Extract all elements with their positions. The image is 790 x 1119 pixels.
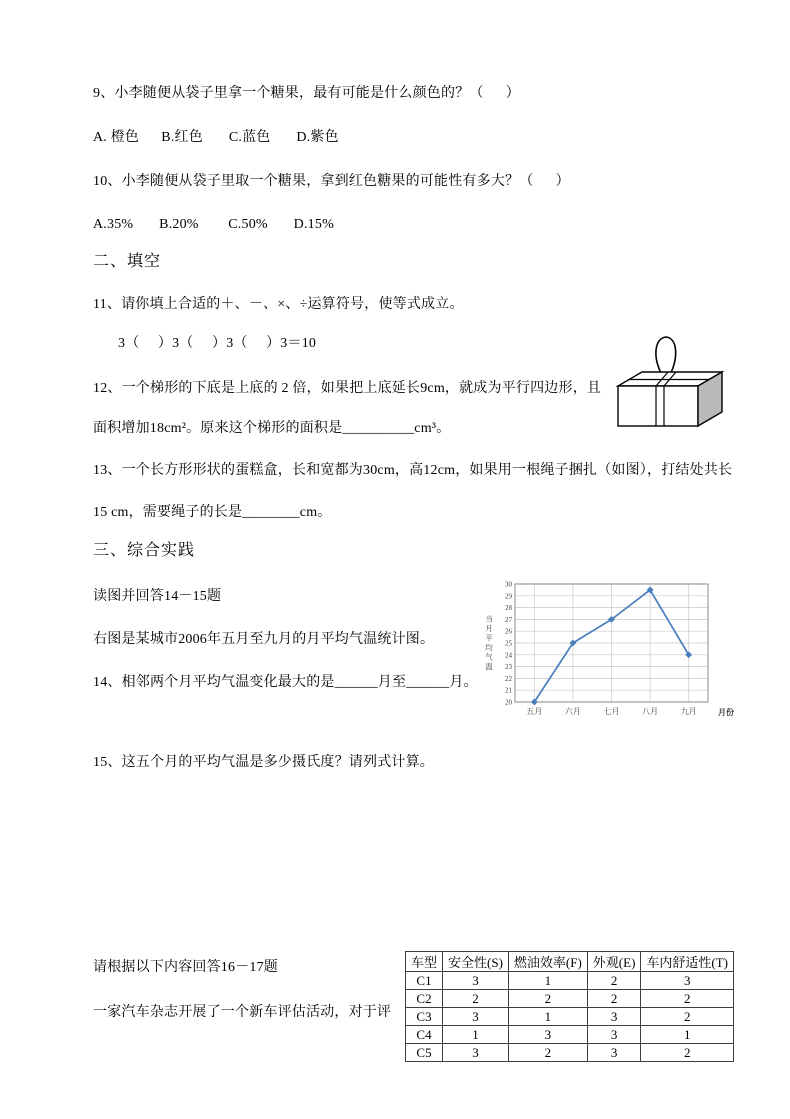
question-15: 15、这五个月的平均气温是多少摄氏度？请列式计算。 (93, 755, 434, 770)
table-row (406, 1044, 734, 1062)
table-instruction: 请根据以下内容回答16－17题 (93, 960, 278, 975)
table-cell: 2 (587, 990, 641, 1008)
svg-text:月份: 月份 (718, 708, 734, 717)
table-cell: 2 (641, 1044, 734, 1062)
question-11-stem: 11、请你填上合适的＋、－、×、÷运算符号，使等式成立。 (93, 297, 464, 312)
section-heading-fill-blanks: 二、填空 (93, 253, 162, 270)
table-header-cell: 燃油效率(F) (508, 952, 587, 972)
question-11-equation: 3（ ）3（ ）3（ ）3＝10 (118, 336, 317, 351)
table-cell: 3 (443, 972, 509, 990)
table-cell: C4 (406, 1026, 443, 1044)
table-cell: 3 (587, 1026, 641, 1044)
svg-text:30: 30 (505, 580, 512, 589)
table-cell: 2 (641, 1008, 734, 1026)
table-cell: 2 (443, 990, 509, 1008)
table-header-row (406, 952, 734, 972)
svg-text:六月: 六月 (564, 707, 581, 716)
table-row (406, 1026, 734, 1044)
table-cell: 3 (443, 1044, 509, 1062)
svg-text:29: 29 (505, 592, 512, 601)
table-cell: 2 (508, 1044, 587, 1062)
svg-text:八月: 八月 (642, 707, 659, 716)
table-cell: 3 (443, 1008, 509, 1026)
table-cell: C3 (406, 1008, 443, 1026)
svg-text:28: 28 (505, 604, 512, 613)
table-cell: C1 (406, 972, 443, 990)
question-9-options: A. 橙色 B.红色 C.蓝色 D.紫色 (93, 130, 339, 145)
section-heading-practice: 三、综合实践 (93, 542, 196, 559)
table-cell: 3 (641, 972, 734, 990)
car-table (405, 951, 734, 1062)
question-10-stem: 10、小李随便从袋子里取一个糖果，拿到红色糖果的可能性有多大？（ ） (93, 174, 570, 189)
svg-text:21: 21 (505, 686, 512, 695)
svg-text:25: 25 (505, 639, 512, 648)
svg-text:平: 平 (485, 633, 493, 643)
svg-text:22: 22 (505, 674, 512, 683)
table-cell: C2 (406, 990, 443, 1008)
table-header-cell: 外观(E) (587, 952, 641, 972)
svg-text:气: 气 (485, 652, 493, 662)
svg-text:七月: 七月 (603, 707, 620, 716)
table-cell: 3 (587, 1044, 641, 1062)
svg-text:月: 月 (485, 624, 493, 633)
svg-text:当: 当 (485, 614, 493, 624)
table-cell: 2 (508, 990, 587, 1008)
question-13-line1: 13、一个长方形形状的蛋糕盒，长和宽都为30cm，高12cm，如果用一根绳子捆扎（如图），打结处共长 (93, 463, 733, 478)
svg-text:26: 26 (505, 627, 512, 636)
question-13-line2: 15 cm，需要绳子的长是________cm。 (93, 505, 332, 520)
question-9-stem: 9、小李随便从袋子里拿一个糖果，最有可能是什么颜色的？（ ） (93, 86, 520, 101)
svg-text:五月: 五月 (526, 707, 543, 716)
table-header-cell: 车内舒适性(T) (641, 952, 734, 972)
table-cell: 1 (443, 1026, 509, 1044)
svg-text:27: 27 (505, 615, 512, 624)
temperature-chart-svg (478, 577, 736, 727)
table-cell: 1 (508, 972, 587, 990)
svg-text:温: 温 (485, 662, 493, 671)
svg-text:23: 23 (505, 663, 512, 672)
gift-box-image (598, 328, 748, 438)
table-cell: 3 (508, 1026, 587, 1044)
question-12-line1: 12、一个梯形的下底是上底的 2 倍，如果把上底延长9cm，就成为平行四边形，且 (93, 381, 602, 396)
svg-text:20: 20 (505, 698, 512, 707)
temperature-chart (478, 577, 736, 727)
car-review-text: 一家汽车杂志开展了一个新车评估活动，对于评 (93, 1005, 392, 1020)
chart-description: 右图是某城市2006年五月至九月的月平均气温统计图。 (93, 632, 435, 647)
svg-text:九月: 九月 (680, 707, 697, 716)
table-cell: 3 (587, 1008, 641, 1026)
svg-text:24: 24 (505, 651, 512, 660)
table-row (406, 990, 734, 1008)
reading-instruction: 读图并回答14－15题 (93, 589, 222, 604)
table-header-cell: 安全性(S) (443, 952, 509, 972)
table-cell: 1 (641, 1026, 734, 1044)
table-cell: 1 (508, 1008, 587, 1026)
question-10-options: A.35% B.20% C.50% D.15% (93, 217, 334, 232)
table-cell: 2 (587, 972, 641, 990)
svg-text:均: 均 (485, 643, 493, 652)
table-cell: C5 (406, 1044, 443, 1062)
table-cell: 2 (641, 990, 734, 1008)
question-14: 14、相邻两个月平均气温变化最大的是______月至______月。 (93, 675, 478, 690)
gift-box-svg (598, 328, 748, 438)
table-row (406, 972, 734, 990)
table-header-cell: 车型 (406, 952, 443, 972)
table-row (406, 1008, 734, 1026)
question-12-line2: 面积增加18cm²。原来这个梯形的面积是__________cm³。 (93, 421, 451, 436)
